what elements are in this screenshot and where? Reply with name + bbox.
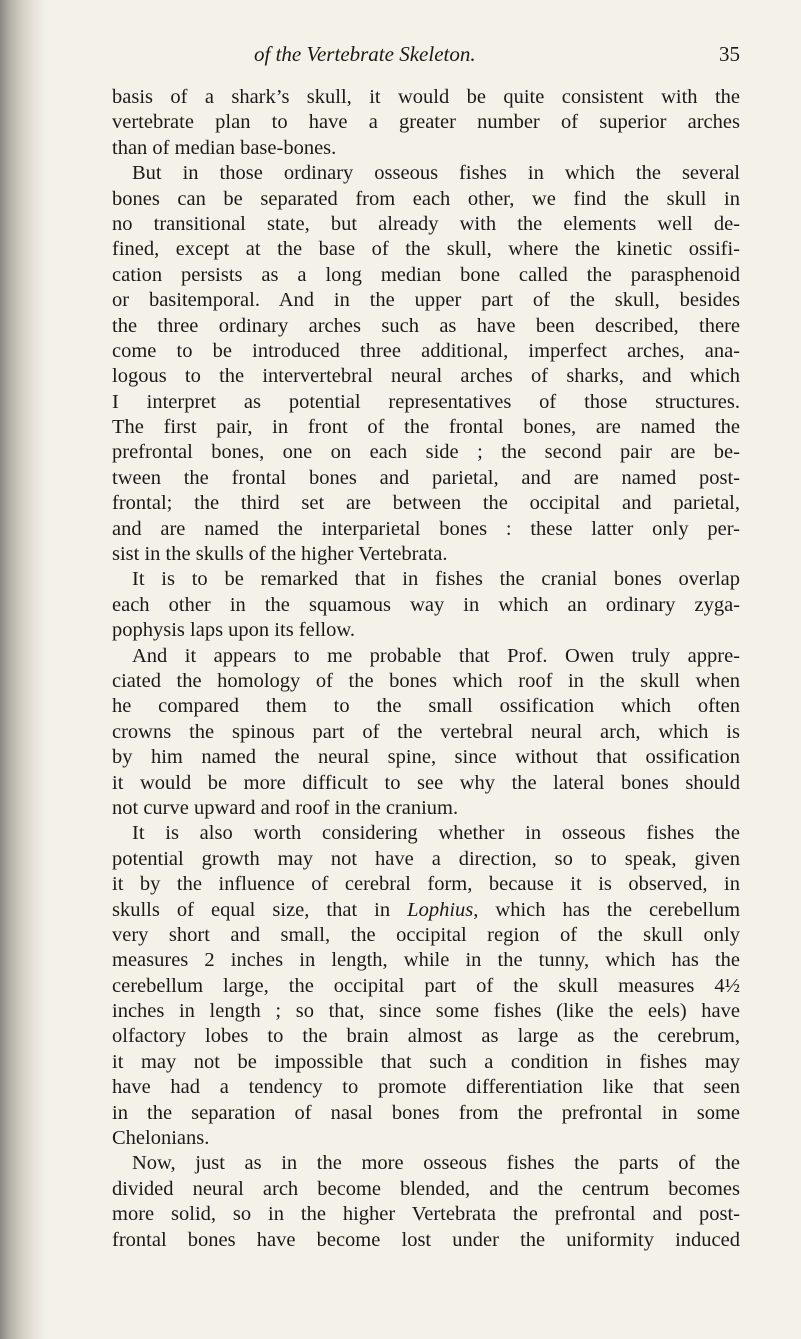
text-segment: the three ordinary arches such as have been described, there bbox=[112, 314, 740, 337]
text-segment: olfactory lobes to the brain almost as large as the cerebrum, bbox=[112, 1025, 740, 1048]
text-segment: skulls of equal size, that in bbox=[112, 898, 408, 921]
text-line bbox=[112, 263, 740, 288]
text-segment: inches in length ; so that, since some fishes (like the eels) have bbox=[112, 1000, 740, 1023]
text-segment: and are named the interparietal bones : these latter only per- bbox=[112, 517, 740, 540]
text-line bbox=[112, 85, 740, 110]
text-segment: Now, just as in the more osseous fishes the parts of the bbox=[132, 1152, 740, 1175]
text-line bbox=[112, 466, 740, 491]
text-segment: it may not be impossible that such a condition in fishes may bbox=[112, 1050, 740, 1073]
text-segment: very short and small, the occipital region of the skull only bbox=[112, 923, 740, 946]
text-segment: It is to be remarked that in fishes the cranial bones overlap bbox=[132, 568, 740, 591]
text-segment: in the separation of nasal bones from the prefrontal in some bbox=[112, 1101, 740, 1124]
text-segment: cerebellum large, the occipital part of the skull measures 4½ bbox=[112, 974, 740, 997]
text-segment: I interpret as potential representatives of those structures. bbox=[112, 390, 740, 413]
text-segment: fined, except at the base of the skull, where the kinetic ossifi- bbox=[112, 238, 740, 261]
text-segment: come to be introduced three additional, imperfect arches, ana- bbox=[112, 339, 740, 362]
text-segment: crowns the spinous part of the vertebral neural arch, which is bbox=[112, 720, 740, 743]
text-line bbox=[112, 390, 740, 415]
text-segment: it would be more difficult to see why the lateral bones should bbox=[112, 771, 740, 794]
text-segment: , which has the cerebellum bbox=[473, 898, 741, 921]
text-segment: frontal; the third set are between the occipital and parietal, bbox=[112, 492, 740, 515]
text-line bbox=[112, 288, 740, 313]
text-segment: It is also worth considering whether in osseous fishes the bbox=[132, 822, 740, 845]
page-number: 35 bbox=[719, 42, 740, 66]
body-text bbox=[112, 85, 740, 1253]
text-segment: tween the frontal bones and parietal, and are named post- bbox=[112, 466, 740, 489]
text-segment: And it appears to me probable that Prof. Owen truly appre- bbox=[132, 644, 740, 667]
text-segment: cation persists as a long median bone called the parasphenoid bbox=[112, 263, 740, 286]
text-line bbox=[112, 1101, 740, 1126]
text-segment: prefrontal bones, one on each side ; the second pair are be- bbox=[112, 441, 740, 464]
text-line bbox=[112, 872, 740, 897]
text-segment: bones can be separated from each other, we find the skull in bbox=[112, 187, 740, 210]
text-line bbox=[112, 136, 740, 161]
text-line bbox=[112, 1075, 740, 1100]
text-line bbox=[112, 440, 740, 465]
text-segment: vertebrate plan to have a greater number of superior arches bbox=[112, 111, 740, 134]
text-segment: Chelonians. bbox=[112, 1127, 210, 1150]
text-segment: ciated the homology of the bones which roof in the skull when bbox=[112, 669, 740, 692]
text-line bbox=[112, 187, 740, 212]
text-line bbox=[112, 212, 740, 237]
text-segment: The first pair, in front of the frontal bones, are named the bbox=[112, 416, 740, 439]
text-line bbox=[112, 161, 740, 186]
text-line bbox=[112, 1151, 740, 1176]
text-segment: he compared them to the small ossification which often bbox=[112, 695, 740, 718]
text-line bbox=[112, 999, 740, 1024]
text-line bbox=[112, 1126, 740, 1151]
running-head bbox=[100, 42, 740, 72]
text-line bbox=[112, 1202, 740, 1227]
running-title: of the Vertebrate Skeleton. bbox=[254, 42, 476, 66]
text-line bbox=[112, 110, 740, 135]
text-line bbox=[112, 415, 740, 440]
text-segment: logous to the intervertebral neural arches of sharks, and which bbox=[112, 365, 740, 388]
text-line bbox=[112, 974, 740, 999]
text-segment: sist in the skulls of the higher Vertebrata. bbox=[112, 543, 448, 566]
text-segment: divided neural arch become blended, and the centrum becomes bbox=[112, 1177, 740, 1200]
text-segment: no transitional state, but already with the elements well de- bbox=[112, 212, 740, 235]
text-line bbox=[112, 948, 740, 973]
text-line bbox=[112, 1024, 740, 1049]
text-line bbox=[112, 847, 740, 872]
text-segment: potential growth may not have a direction, so to speak, given bbox=[112, 847, 740, 870]
text-line bbox=[112, 1228, 740, 1253]
text-line bbox=[112, 745, 740, 770]
text-line bbox=[112, 1050, 740, 1075]
text-segment: each other in the squamous way in which an ordinary zyga- bbox=[112, 593, 740, 616]
text-line bbox=[112, 771, 740, 796]
text-segment: more solid, so in the higher Vertebrata the prefrontal and post- bbox=[112, 1203, 740, 1226]
text-line bbox=[112, 618, 740, 643]
text-line bbox=[112, 364, 740, 389]
text-line bbox=[112, 1177, 740, 1202]
text-line bbox=[112, 694, 740, 719]
text-segment: frontal bones have become lost under the uniformity induced bbox=[112, 1228, 740, 1251]
text-segment: than of median base-bones. bbox=[112, 136, 337, 159]
text-line bbox=[112, 517, 740, 542]
text-segment: not curve upward and roof in the cranium. bbox=[112, 796, 459, 819]
text-line bbox=[112, 821, 740, 846]
text-line bbox=[112, 542, 740, 567]
text-segment: it by the influence of cerebral form, because it is observed, in bbox=[112, 873, 740, 896]
text-line bbox=[112, 898, 740, 923]
text-segment: But in those ordinary osseous fishes in which the several bbox=[132, 162, 740, 185]
text-line bbox=[112, 314, 740, 339]
text-line bbox=[112, 593, 740, 618]
text-segment: or basitemporal. And in the upper part of the skull, besides bbox=[112, 289, 740, 312]
text-segment: measures 2 inches in length, while in the tunny, which has the bbox=[112, 949, 740, 972]
text-segment: basis of a shark’s skull, it would be quite consistent with the bbox=[112, 86, 740, 108]
text-line bbox=[112, 720, 740, 745]
text-segment: by him named the neural spine, since without that ossification bbox=[112, 746, 740, 769]
text-line bbox=[112, 796, 740, 821]
text-line bbox=[112, 567, 740, 592]
text-line bbox=[112, 644, 740, 669]
italic-term: Lophius bbox=[407, 898, 474, 921]
text-segment: pophysis laps upon its fellow. bbox=[112, 619, 355, 642]
text-segment: have had a tendency to promote differentiation like that seen bbox=[112, 1076, 740, 1099]
text-line bbox=[112, 491, 740, 516]
text-line bbox=[112, 237, 740, 262]
text-line bbox=[112, 923, 740, 948]
text-line bbox=[112, 339, 740, 364]
text-line bbox=[112, 669, 740, 694]
